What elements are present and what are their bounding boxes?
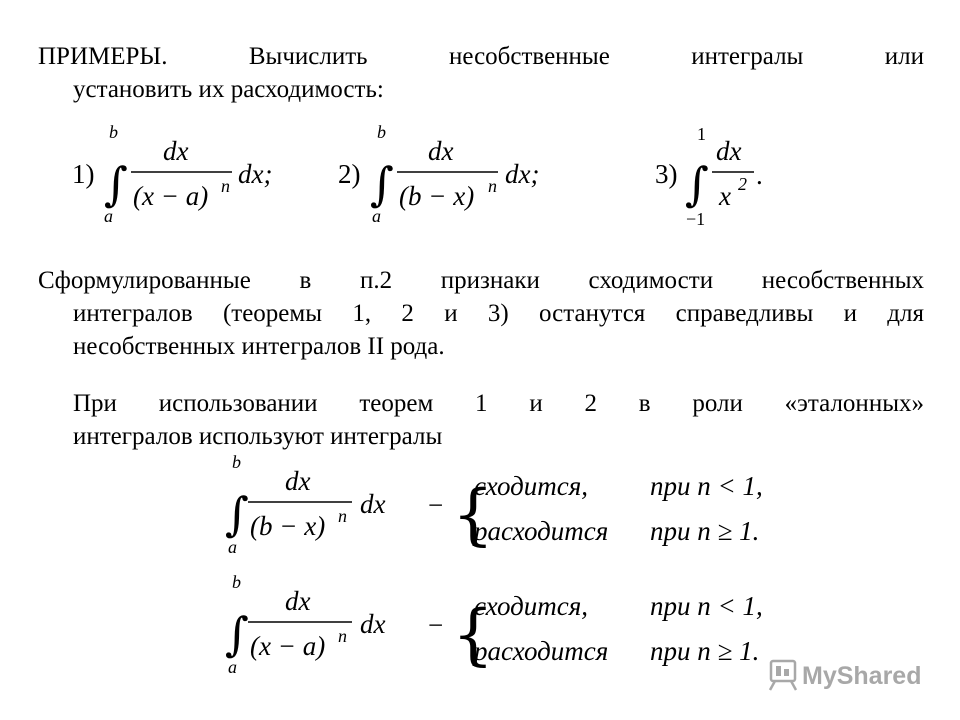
reference-note-line1: При использовании теорем 1 и 2 в роли «эталонных» — [73, 390, 924, 417]
theorem-note-line1: Сформулированные в п.2 признаки сходимости несобственных — [38, 267, 924, 294]
case1-condition: при n < 1, — [650, 471, 763, 501]
denominator: (x − a) — [250, 631, 326, 661]
left-brace: { — [452, 476, 494, 553]
watermark-text: MyShared — [802, 662, 922, 690]
examples-heading-line2: установить их расходимость: — [73, 76, 384, 103]
differential: dx — [360, 489, 386, 519]
dash: − — [428, 610, 444, 640]
lower-limit: a — [228, 657, 237, 677]
dash: − — [428, 490, 444, 520]
exponent: 2 — [738, 174, 747, 194]
upper-limit: b — [232, 452, 241, 472]
denominator: (b − x) — [250, 511, 326, 541]
theorem-note-line2: интегралов (теоремы 1, 2 и 3) останутся справедливы и для — [73, 300, 924, 327]
case1-word: сходится, — [474, 591, 589, 621]
reference-integral-1 — [225, 452, 763, 557]
numerator: dx — [285, 466, 311, 496]
case2-word: расходится — [474, 636, 609, 666]
case1-word: сходится, — [474, 471, 589, 501]
numerator: dx — [428, 136, 454, 166]
example-integral-3 — [655, 124, 763, 229]
reference-note — [38, 387, 924, 453]
denominator: (x − a) — [133, 181, 209, 211]
example-label: 2) — [338, 159, 361, 189]
case2-condition: при n ≥ 1. — [650, 636, 760, 666]
numerator: dx — [163, 136, 189, 166]
integral-sign: ∫ — [104, 157, 128, 211]
lower-limit: a — [104, 206, 113, 226]
exponent: n — [221, 176, 230, 196]
examples-heading-line1: ПРИМЕРЫ. Вычислить несобственные интегралы или — [38, 43, 924, 70]
case2-word: расходится — [474, 516, 609, 546]
reference-integral-2 — [225, 572, 763, 677]
theorem-note-line3: несобственных интегралов II рода. — [73, 333, 445, 360]
lower-limit: a — [372, 206, 381, 226]
exponent: n — [338, 626, 347, 646]
upper-limit: b — [377, 122, 386, 142]
numerator: dx — [716, 136, 742, 166]
reference-note-line2: интегралов используют интегралы — [73, 423, 443, 450]
example-label: 3) — [655, 159, 678, 189]
watermark — [770, 661, 921, 690]
exponent: n — [488, 176, 497, 196]
upper-limit: b — [109, 122, 118, 142]
integral-sign: ∫ — [370, 157, 394, 211]
numerator: dx — [285, 586, 311, 616]
left-brace: { — [452, 596, 494, 673]
presentation-board-icon — [770, 661, 796, 690]
denominator: x — [719, 181, 731, 211]
theorem-note — [38, 264, 924, 363]
integral-sign: ∫ — [685, 157, 709, 211]
case1-condition: при n < 1, — [650, 591, 763, 621]
integral-sign: ∫ — [225, 487, 249, 541]
example-label: 1) — [72, 159, 95, 189]
terminator: . — [756, 160, 763, 190]
case2-condition: при n ≥ 1. — [650, 516, 760, 546]
lower-limit: a — [228, 537, 237, 557]
example-integral-2 — [338, 122, 539, 226]
integral-sign: ∫ — [225, 607, 249, 661]
example-integral-1 — [72, 122, 272, 226]
lower-limit: −1 — [686, 209, 706, 229]
upper-limit: 1 — [697, 124, 706, 144]
upper-limit: b — [232, 572, 241, 592]
exponent: n — [338, 506, 347, 526]
differential: dx; — [238, 159, 273, 189]
differential: dx; — [505, 159, 540, 189]
differential: dx — [360, 609, 386, 639]
denominator: (b − x) — [399, 181, 475, 211]
